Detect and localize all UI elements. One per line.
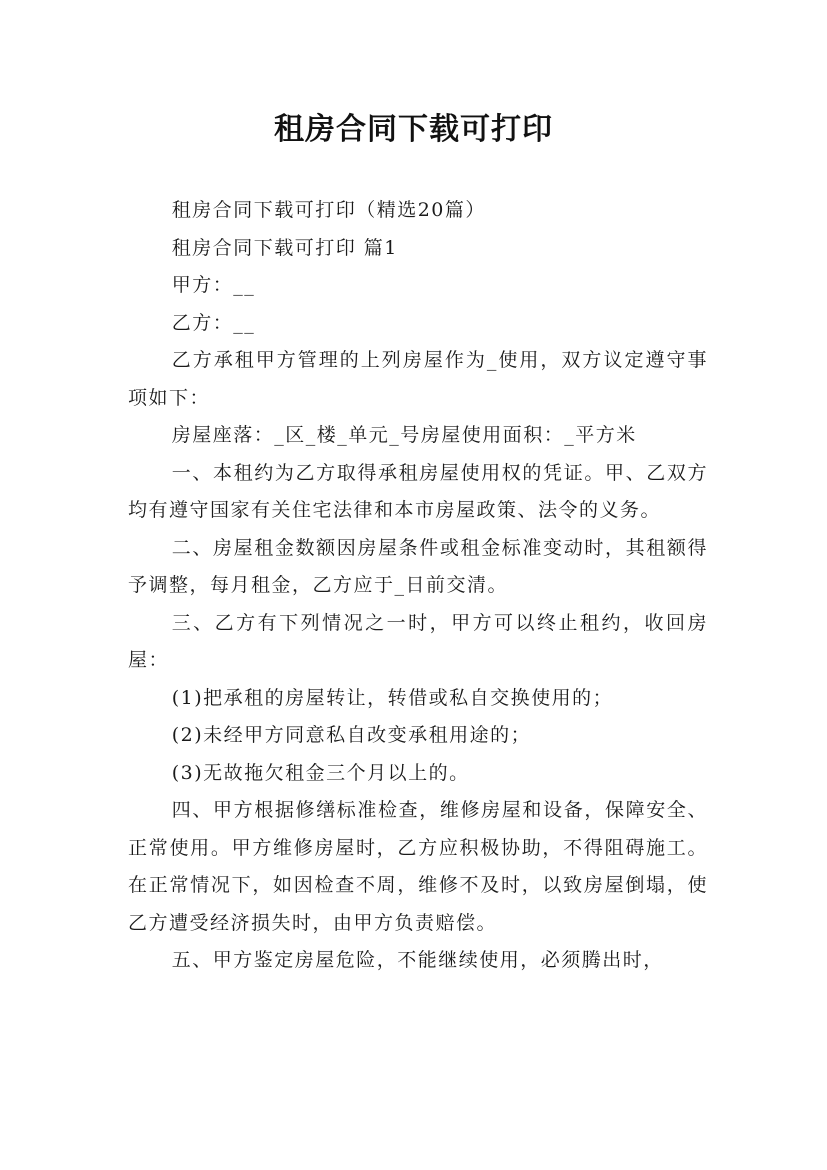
paragraph-intro: 乙方承租甲方管理的上列房屋作为_使用，双方议定遵守事项如下： (128, 349, 708, 409)
paragraph-location: 房屋座落：_区_楼_单元_号房屋使用面积：_平方米 (171, 424, 637, 446)
paragraph-clause-1: 一、本租约为乙方取得承租房屋使用权的凭证。甲、乙双方均有遵守国家有关住宅法律和本市房屋政策、法令的义务。 (128, 461, 708, 521)
paragraph-item-1: (1)把承租的房屋转让，转借或私自交换使用的； (171, 686, 614, 709)
document-title: 租房合同下载可打印 (274, 112, 553, 147)
paragraph-clause-2: 二、房屋租金数额因房屋条件或租金标准变动时，其租额得予调整，每月租金，乙方应于_日前交清。 (128, 536, 708, 596)
paragraph-party-a: 甲方：__ (171, 274, 256, 296)
document-body (128, 192, 708, 980)
paragraph-clause-5: 五、甲方鉴定房屋危险，不能继续使用，必须腾出时， (171, 949, 664, 971)
paragraph-item-3: (3)无故拖欠租金三个月以上的。 (171, 761, 470, 784)
paragraph-clause-3: 三、乙方有下列情况之一时，甲方可以终止租约，收回房屋： (128, 611, 708, 671)
paragraph-clause-4: 四、甲方根据修缮标准检查，维修房屋和设备，保障安全、正常使用。甲方维修房屋时，乙方应积极协助，不得阻碍施工。在正常情况下，如因检查不周，维修不及时，以致房屋倒塌，使乙方遭受经济损失时，由甲方负责赔偿。 (128, 799, 708, 934)
paragraph-party-b: 乙方：__ (171, 311, 256, 334)
paragraph-item-2: (2)未经甲方同意私自改变承租用途的； (171, 724, 532, 746)
paragraph-section-heading: 租房合同下载可打印 篇1 (171, 236, 398, 259)
paragraph-subtitle: 租房合同下载可打印（精选20篇） (171, 199, 486, 221)
